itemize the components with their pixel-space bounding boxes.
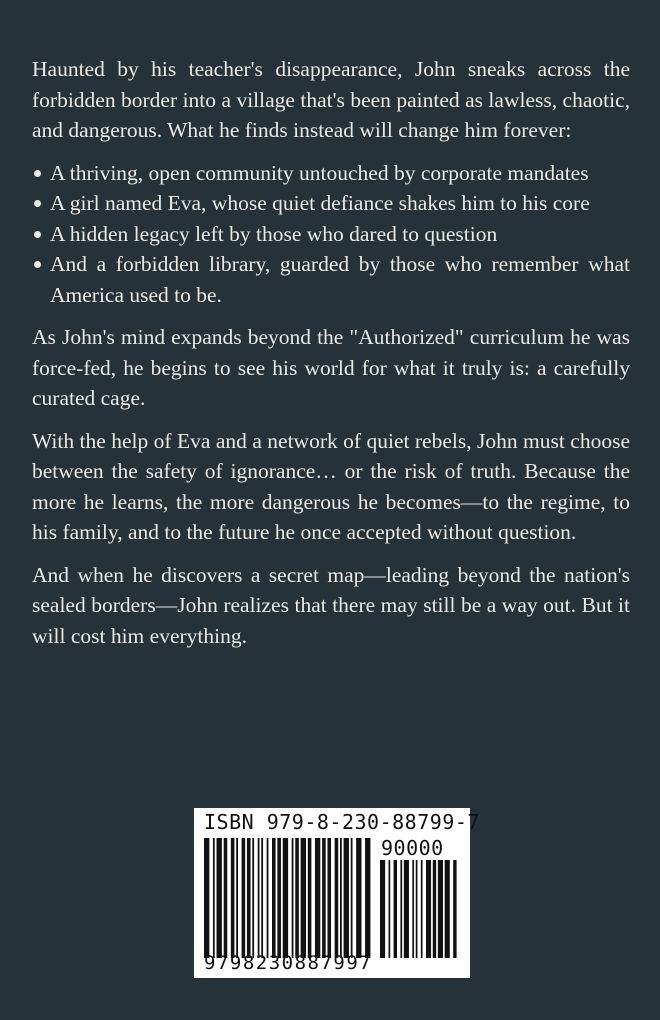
barcode-bar [308,838,312,958]
barcode-bar [404,860,409,958]
blurb-intro: Haunted by his teacher's disappearance, John sneaks across the forbidden border into a village that's been painted as lawless, chaotic, and dangerous. What he finds instead will change him forever: [32,57,630,142]
barcode-bar [416,860,418,958]
barcode-bar [236,838,238,958]
bullet-item [32,158,630,189]
barcode-bar [231,838,235,958]
bullet-item [32,219,630,250]
bullet-dot-icon [34,170,41,177]
bullet-item [32,249,630,310]
blurb-paragraph-rebels: With the help of Eva and a network of quiet rebels, John must choose between the safety of ignorance… or the risk of truth. Because the more he learns, the more dangerous he becomes—to the regime, to his family, and to the future he once accepted without question. [32,428,630,544]
barcode-bar [252,838,254,958]
barcode-bar [217,838,222,958]
bullet-item [32,188,630,219]
bullet-text: A girl named Eva, whose quiet defiance shakes him to his core [50,191,590,215]
barcode-bar [322,838,326,958]
bullet-dot-icon [34,261,41,268]
barcode-bar [426,860,431,958]
barcode-bar [327,838,331,958]
barcode-bar [344,838,349,958]
barcode-bar [301,838,306,958]
isbn-barcode [194,808,480,978]
barcode-bar [335,838,339,958]
barcode-bar [258,838,260,958]
barcode-bar [340,838,342,958]
addon-bars [380,860,460,958]
barcode-bar [351,838,353,958]
barcode-bar [433,860,436,958]
ean13-bars [204,838,374,958]
barcode-bar [389,860,391,958]
isbn-label: ISBN 979-8-230-88799-7 [204,810,480,834]
barcode-bar [242,838,246,958]
ean-digits: 9798230887997 [204,952,373,974]
barcode-bar [445,860,450,958]
barcode-bar [356,838,361,958]
blurb-paragraph-map: And when he discovers a secret map—leading beyond the nation's sealed borders—John realizes that there may still be a way out. But it will cost him everything. [32,562,630,648]
barcode-bar [295,838,299,958]
barcode-bar [400,860,402,958]
barcode-bar [204,838,209,958]
bullet-text: And a forbidden library, guarded by those who remember what America used to be. [50,252,630,307]
barcode-bar [438,860,443,958]
barcode-bar [283,838,288,958]
bullet-dot-icon [34,231,41,238]
price-code: 90000 [381,836,444,860]
barcode-bar [421,860,423,958]
barcode-bar [267,838,269,958]
barcode-bar [277,838,281,958]
barcode-bar [315,838,320,958]
back-cover-blurb [32,54,630,651]
barcode-bar [453,860,456,958]
blurb-bullet-list [32,158,630,311]
bullet-text: A thriving, open community untouched by corporate mandates [50,160,589,185]
barcode-bar [224,838,228,958]
barcode-bar [292,838,294,958]
bullet-text: A hidden legacy left by those who dared to question [50,221,498,246]
barcode-bar [247,838,251,958]
bullet-dot-icon [34,200,41,207]
barcode-bar [272,838,276,958]
barcode-bar [380,860,385,958]
barcode-bar [394,860,397,958]
barcode-bar [261,838,263,958]
barcode-bar [213,838,215,958]
barcode-bar [412,860,414,958]
barcode-bar [365,838,370,958]
blurb-paragraph-curriculum: As John's mind expands beyond the "Authorized" curriculum he was force-fed, he begins to see his world for what it truly is: a carefully curated cage. [32,325,630,410]
